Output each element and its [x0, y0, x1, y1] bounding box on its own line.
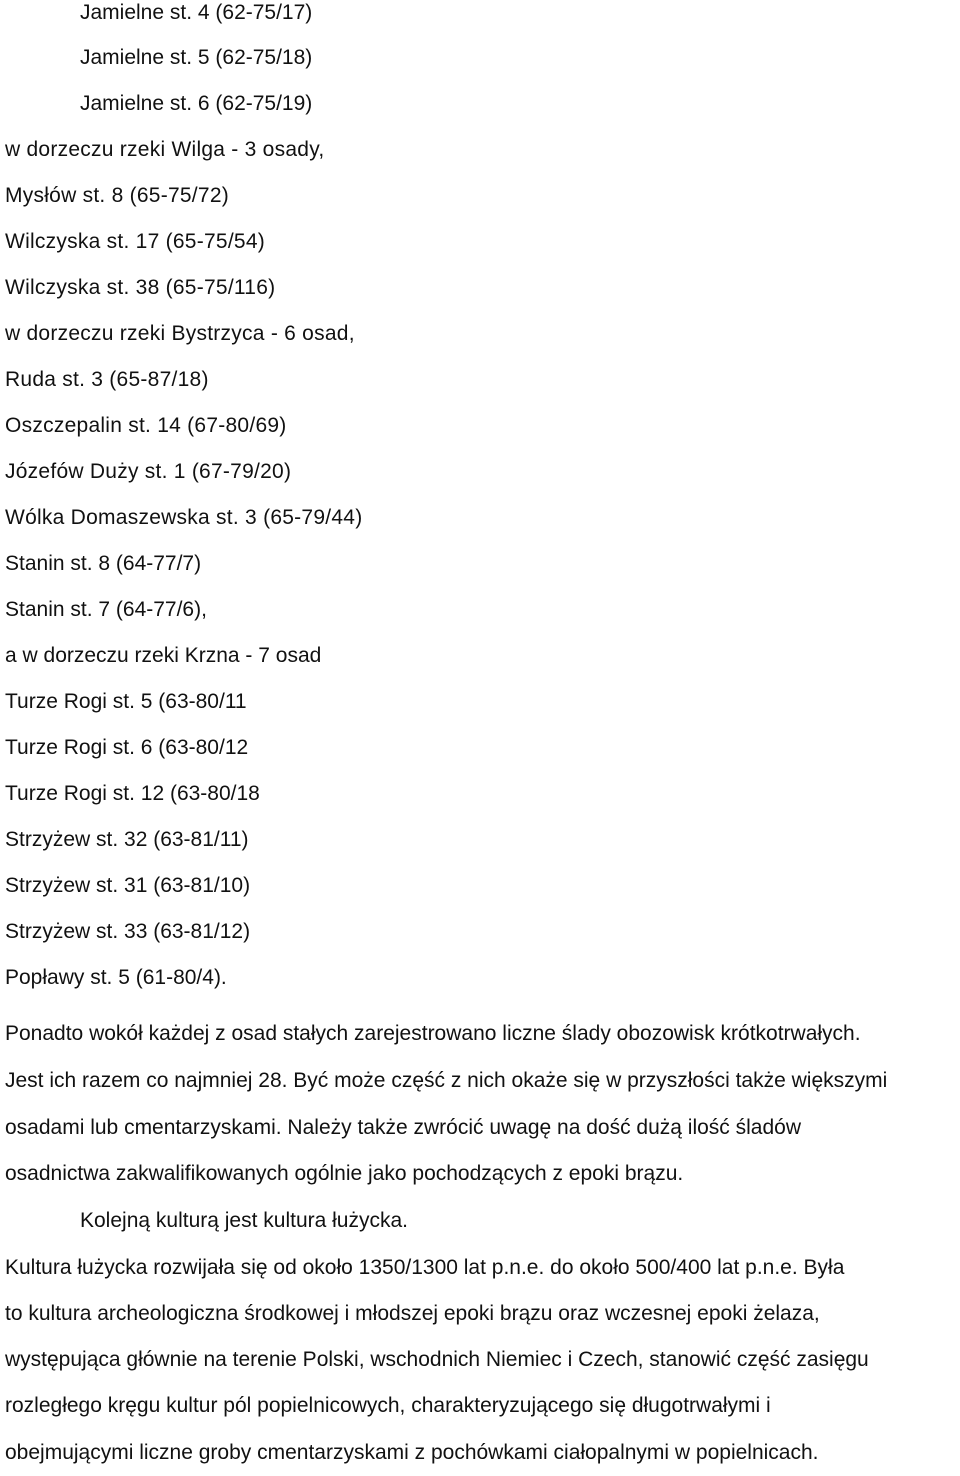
basin-heading: w dorzeczu rzeki Wilga - 3 osady, [5, 138, 325, 161]
site-entry: Wólka Domaszewska st. 3 (65-79/44) [5, 506, 363, 529]
site-entry: Oszczepalin st. 14 (67-80/69) [5, 414, 287, 437]
site-entry: Stanin st. 7 (64-77/6), [5, 598, 207, 621]
site-entry: Strzyżew st. 31 (63-81/10) [5, 874, 251, 897]
paragraph-line: Ponadto wokół każdej z osad stałych zarejestrowano liczne ślady obozowisk krótkotrwałych. [5, 1022, 861, 1045]
site-entry: Jamielne st. 4 (62-75/17) [80, 1, 313, 24]
site-entry: Wilczyska st. 38 (65-75/116) [5, 276, 276, 299]
paragraph-line: osadnictwa zakwalifikowanych ogólnie jako pochodzących z epoki brązu. [5, 1162, 684, 1185]
site-entry: Popławy st. 5 (61-80/4). [5, 966, 227, 989]
site-entry: Józefów Duży st. 1 (67-79/20) [5, 460, 292, 483]
paragraph-line: to kultura archeologiczna środkowej i młodszej epoki brązu oraz wczesnej epoki żelaza, [5, 1302, 820, 1325]
paragraph-line: obejmującymi liczne groby cmentarzyskami z pochówkami ciałopalnymi w popielnicach. [5, 1441, 819, 1464]
site-entry: Turze Rogi st. 5 (63-80/11 [5, 690, 247, 713]
site-entry: Ruda st. 3 (65-87/18) [5, 368, 209, 391]
site-entry: Jamielne st. 5 (62-75/18) [80, 46, 313, 69]
paragraph-line: Kultura łużycka rozwijała się od około 1350/1300 lat p.n.e. do około 500/400 lat p.n.e. Była [5, 1256, 845, 1279]
site-entry: Turze Rogi st. 12 (63-80/18 [5, 782, 260, 805]
basin-heading: w dorzeczu rzeki Bystrzyca - 6 osad, [5, 322, 355, 345]
paragraph-line: Jest ich razem co najmniej 28. Być może część z nich okaże się w przyszłości także większymi [5, 1069, 888, 1092]
site-entry: Strzyżew st. 32 (63-81/11) [5, 828, 249, 851]
paragraph-line: występująca głównie na terenie Polski, wschodnich Niemiec i Czech, stanowić część zasięgu [5, 1348, 869, 1371]
site-entry: Stanin st. 8 (64-77/7) [5, 552, 202, 575]
site-entry: Strzyżew st. 33 (63-81/12) [5, 920, 251, 943]
paragraph-line: osadami lub cmentarzyskami. Należy także zwrócić uwagę na dość dużą ilość śladów [5, 1116, 802, 1139]
site-entry: Jamielne st. 6 (62-75/19) [80, 92, 313, 115]
basin-heading: a w dorzeczu rzeki Krzna - 7 osad [5, 644, 322, 667]
site-entry: Mysłów st. 8 (65-75/72) [5, 184, 229, 207]
site-entry: Wilczyska st. 17 (65-75/54) [5, 230, 266, 253]
section-intro: Kolejną kulturą jest kultura łużycka. [80, 1209, 408, 1232]
site-entry: Turze Rogi st. 6 (63-80/12 [5, 736, 249, 759]
paragraph-line: rozległego kręgu kultur pól popielnicowych, charakteryzującego się długotrwałymi i [5, 1394, 771, 1417]
